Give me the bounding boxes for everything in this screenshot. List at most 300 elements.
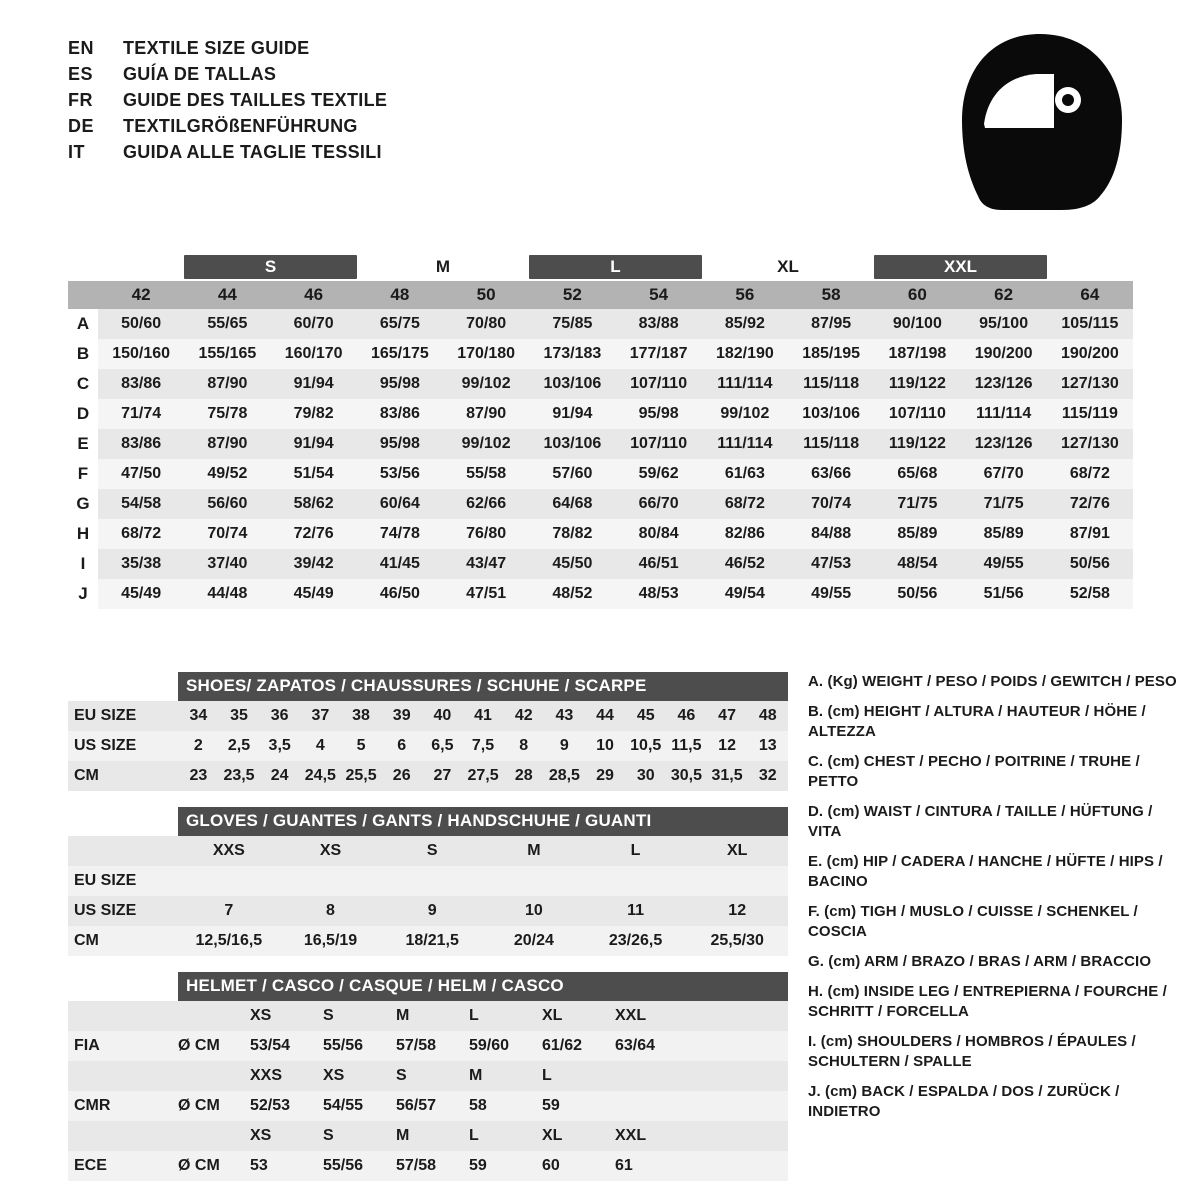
table-row xyxy=(68,519,1133,549)
cell: 85/89 xyxy=(983,525,1024,542)
header-lang-code: EN xyxy=(68,38,95,58)
size-number: 62 xyxy=(994,285,1014,304)
size-number: 54 xyxy=(649,285,669,304)
cell: 27 xyxy=(433,767,452,784)
helmet-title: HELMET / CASCO / CASQUE / HELM / CASCO xyxy=(178,972,788,1001)
size-number: 64 xyxy=(1080,285,1100,304)
table-row-header xyxy=(68,1061,788,1091)
cell: 107/110 xyxy=(888,405,946,422)
cell: 26 xyxy=(392,767,411,784)
cell: 119/122 xyxy=(888,435,946,452)
cell: M xyxy=(396,1007,410,1024)
row-cells xyxy=(178,1097,788,1115)
size-group-cell-xl xyxy=(702,253,875,281)
cell: 190/200 xyxy=(1060,345,1119,362)
textile-size-table xyxy=(68,253,1133,609)
cell: 54/58 xyxy=(121,495,162,512)
legend-item: E. (cm) HIP / CADERA / HANCHE / HÜFTE / HIPS / BACINO xyxy=(808,853,1163,890)
cell: 78/82 xyxy=(552,525,593,542)
row-label-cmr: CMR xyxy=(74,1097,111,1114)
cell: 25,5/30 xyxy=(710,932,764,949)
cell: 51/56 xyxy=(983,585,1024,602)
row-letter: J xyxy=(68,579,98,609)
size-group-label-xl: XL xyxy=(777,257,799,276)
cell: 79/82 xyxy=(293,405,334,422)
size-group-cell-s xyxy=(184,253,357,281)
cell: 87/90 xyxy=(207,435,248,452)
size-group-cell xyxy=(1047,253,1133,281)
legend-item: D. (cm) WAIST / CINTURA / TAILLE / HÜFTUNG / VITA xyxy=(808,803,1153,840)
cell: 35/38 xyxy=(121,555,162,572)
size-number-row xyxy=(68,281,1133,309)
row-letter: C xyxy=(68,369,98,399)
cell: 47 xyxy=(718,707,736,724)
row-label: EU SIZE xyxy=(74,707,137,724)
cell: 25,5 xyxy=(345,767,377,784)
cell: 123/126 xyxy=(974,375,1033,392)
cell: 70/74 xyxy=(207,525,248,542)
section-spacer xyxy=(68,956,788,972)
cell: 50/56 xyxy=(897,585,938,602)
cell: 55/58 xyxy=(466,465,507,482)
helmet-icon xyxy=(950,28,1130,213)
table-row xyxy=(68,489,1133,519)
cell: 61/62 xyxy=(542,1037,583,1054)
table-row xyxy=(68,399,1133,429)
cell: 12,5/16,5 xyxy=(195,932,263,949)
cell: 68/72 xyxy=(1069,465,1110,482)
header-row xyxy=(68,116,387,142)
size-group-cell-l xyxy=(529,253,702,281)
cell: 23/26,5 xyxy=(608,932,663,949)
cell: 10,5 xyxy=(630,737,662,754)
size-group-label xyxy=(1047,255,1133,279)
header-row xyxy=(68,38,387,64)
cell: 115/119 xyxy=(1061,405,1118,422)
cell: 65/75 xyxy=(379,315,420,332)
cell: 71/75 xyxy=(983,495,1024,512)
cell: 80/84 xyxy=(638,525,679,542)
header-lang-code: DE xyxy=(68,116,95,136)
cell: 59 xyxy=(542,1097,560,1114)
cell: 11,5 xyxy=(671,737,702,754)
row-letter: D xyxy=(68,399,98,429)
cell: 7 xyxy=(224,902,234,919)
cell: 31,5 xyxy=(711,767,743,784)
cell: 2,5 xyxy=(227,737,251,754)
cell: 55/56 xyxy=(323,1157,364,1174)
cell: 28 xyxy=(514,767,533,784)
size-number: 58 xyxy=(821,285,841,304)
cell: 71/75 xyxy=(897,495,938,512)
table-row xyxy=(68,369,1133,399)
row-cells xyxy=(178,902,788,920)
cell: 83/88 xyxy=(638,315,679,332)
cell: 91/94 xyxy=(552,405,593,422)
cell: S xyxy=(396,1067,407,1084)
cell: 72/76 xyxy=(293,525,334,542)
cell: 70/74 xyxy=(811,495,852,512)
cell: XL xyxy=(542,1007,563,1024)
size-group-cell-xxl xyxy=(874,253,1047,281)
cell: 43/47 xyxy=(466,555,507,572)
cell: XS xyxy=(250,1007,272,1024)
size-group-spacer xyxy=(68,253,98,281)
shoes-table xyxy=(68,672,788,791)
cell: 58 xyxy=(469,1097,487,1114)
row-cells xyxy=(178,1067,788,1085)
cell: 82/86 xyxy=(724,525,765,542)
size-number: 44 xyxy=(217,285,237,304)
cell: 53/54 xyxy=(250,1037,291,1054)
row-cells xyxy=(178,737,788,755)
cell: 9 xyxy=(559,737,569,754)
cell: 4 xyxy=(315,737,325,754)
cell: 57/58 xyxy=(396,1157,437,1174)
cell: 44 xyxy=(596,707,614,724)
cell: 91/94 xyxy=(293,375,334,392)
row-label: US SIZE xyxy=(74,737,137,754)
table-row xyxy=(68,579,1133,609)
cell: 48/52 xyxy=(552,585,593,602)
cell: 64/68 xyxy=(552,495,593,512)
cell: 76/80 xyxy=(466,525,507,542)
size-group-cell xyxy=(98,253,184,281)
cell: 53/56 xyxy=(379,465,420,482)
cell: 85/92 xyxy=(724,315,765,332)
shoes-title: SHOES/ ZAPATOS / CHAUSSURES / SCHUHE / SCARPE xyxy=(178,672,788,701)
cell: 55/65 xyxy=(207,315,248,332)
cell: XXL xyxy=(615,1007,647,1024)
cell: 46/51 xyxy=(638,555,679,572)
cell: 91/94 xyxy=(293,435,334,452)
cell: 24,5 xyxy=(304,767,336,784)
cell: 63/64 xyxy=(615,1037,656,1054)
cell: 56/57 xyxy=(396,1097,437,1114)
cell: 115/118 xyxy=(803,435,860,452)
cell: 62/66 xyxy=(466,495,507,512)
legend-item: C. (cm) CHEST / PECHO / POITRINE / TRUHE / PETTO xyxy=(808,753,1140,790)
cell: 47/53 xyxy=(811,555,852,572)
cell: 45 xyxy=(636,707,655,724)
cell-unit: Ø CM xyxy=(178,1157,220,1174)
cell: 50/56 xyxy=(1069,555,1110,572)
cell: 45/49 xyxy=(121,585,162,602)
cell: 83/86 xyxy=(379,405,420,422)
cell: 190/200 xyxy=(974,345,1033,362)
cell: 46/50 xyxy=(379,585,420,602)
cell: XL xyxy=(726,842,748,859)
row-cells xyxy=(178,1157,788,1175)
cell: 49/52 xyxy=(207,465,248,482)
cell: 20/24 xyxy=(513,932,554,949)
cell: 119/122 xyxy=(888,375,946,392)
size-group-label-m: M xyxy=(435,257,451,276)
cell: 160/170 xyxy=(284,345,343,362)
cell: 47/50 xyxy=(121,465,162,482)
cell: 66/70 xyxy=(638,495,679,512)
cell: 72/76 xyxy=(1069,495,1110,512)
cell: 48 xyxy=(758,707,777,724)
cell: 52/53 xyxy=(250,1097,291,1114)
cell: 13 xyxy=(758,737,777,754)
cell: 103/106 xyxy=(802,405,861,422)
table-row xyxy=(68,459,1133,489)
cell: 51/54 xyxy=(293,465,334,482)
cell: 59 xyxy=(469,1157,487,1174)
size-group-cell-m xyxy=(357,253,530,281)
cell: 187/198 xyxy=(888,345,947,362)
cell: 60/70 xyxy=(293,315,334,332)
legend-item: J. (cm) BACK / ESPALDA / DOS / ZURÜCK / INDIETRO xyxy=(808,1083,1120,1120)
cell-unit: Ø CM xyxy=(178,1097,220,1114)
cell: 70/80 xyxy=(466,315,507,332)
lower-tables xyxy=(68,672,788,1181)
size-number: 48 xyxy=(390,285,410,304)
header-title-en: TEXTILE SIZE GUIDE xyxy=(123,38,310,58)
cell: 49/54 xyxy=(724,585,765,602)
table-row xyxy=(68,866,788,896)
cell: 18/21,5 xyxy=(405,932,459,949)
legend-item: G. (cm) ARM / BRAZO / BRAS / ARM / BRACCIO xyxy=(808,953,1152,970)
row-label: CM xyxy=(74,932,99,949)
cell: 54/55 xyxy=(323,1097,364,1114)
table-row xyxy=(68,1031,788,1061)
gloves-table xyxy=(68,807,788,956)
cell: 87/90 xyxy=(207,375,248,392)
cell: 46/52 xyxy=(724,555,765,572)
cell: 38 xyxy=(352,707,370,724)
cell: 65/68 xyxy=(897,465,938,482)
cell: 8 xyxy=(326,902,335,919)
cell: 68/72 xyxy=(724,495,765,512)
table-row xyxy=(68,1091,788,1121)
table-row xyxy=(68,1151,788,1181)
cell: 53 xyxy=(250,1157,268,1174)
cell: 41/45 xyxy=(379,555,420,572)
cell: 30,5 xyxy=(670,767,702,784)
cell: 95/98 xyxy=(379,375,420,392)
cell: 52/58 xyxy=(1069,585,1110,602)
row-label-fia: FIA xyxy=(74,1037,100,1054)
header-lang-code: FR xyxy=(68,90,93,110)
cell: 59/62 xyxy=(638,465,679,482)
legend-item: B. (cm) HEIGHT / ALTURA / HAUTEUR / HÖHE / ALTEZZA xyxy=(808,703,1146,740)
cell: 165/175 xyxy=(370,345,429,362)
cell: 29 xyxy=(596,767,614,784)
cell: 12 xyxy=(728,902,747,919)
cell: 107/110 xyxy=(630,435,688,452)
row-letter: A xyxy=(68,309,98,339)
row-cells xyxy=(178,932,788,950)
cell: 35 xyxy=(230,707,248,724)
row-letter: F xyxy=(68,459,98,489)
cell: 23 xyxy=(189,767,208,784)
cell: 83/86 xyxy=(121,435,162,452)
size-group-label-l: L xyxy=(529,255,702,279)
cell: XS xyxy=(323,1067,345,1084)
table-row xyxy=(68,339,1133,369)
measurement-legend xyxy=(808,672,1188,1132)
table-row xyxy=(68,896,788,926)
table-row xyxy=(68,761,788,791)
cell: L xyxy=(630,842,641,859)
cell: 185/195 xyxy=(802,345,861,362)
cell: 37/40 xyxy=(207,555,248,572)
cell: L xyxy=(469,1127,479,1144)
header-lang-code: IT xyxy=(68,142,85,162)
cell: 59/60 xyxy=(469,1037,510,1054)
gloves-title: GLOVES / GUANTES / GANTS / HANDSCHUHE / GUANTI xyxy=(178,807,788,836)
cell: 2 xyxy=(193,737,203,754)
cell: 40 xyxy=(433,707,452,724)
cell: S xyxy=(323,1127,334,1144)
cell: 127/130 xyxy=(1060,435,1119,452)
header-title-es: GUÍA DE TALLAS xyxy=(123,64,277,84)
cell: 32 xyxy=(758,767,777,784)
cell: 5 xyxy=(356,737,366,754)
cell: 83/86 xyxy=(121,375,162,392)
cell-unit-spacer xyxy=(178,1127,250,1145)
section-spacer xyxy=(68,791,788,807)
cell: 99/102 xyxy=(461,435,511,452)
size-number: 50 xyxy=(476,285,496,304)
cell: 71/74 xyxy=(121,405,162,422)
cell: 57/60 xyxy=(552,465,593,482)
cell: 60/64 xyxy=(379,495,420,512)
cell: M xyxy=(396,1127,410,1144)
cell: 45/50 xyxy=(552,555,593,572)
cell: 155/165 xyxy=(198,345,257,362)
cell: 36 xyxy=(270,707,289,724)
cell: 56/60 xyxy=(207,495,248,512)
cell: 74/78 xyxy=(379,525,420,542)
legend-item: A. (Kg) WEIGHT / PESO / POIDS / GEWITCH / PESO xyxy=(808,673,1177,690)
table-row xyxy=(68,549,1133,579)
cell: 49/55 xyxy=(983,555,1024,572)
cell: 58/62 xyxy=(293,495,334,512)
table-row-header xyxy=(68,836,788,866)
row-letter: I xyxy=(68,549,98,579)
table-row-header xyxy=(68,1001,788,1031)
legend-item: I. (cm) SHOULDERS / HOMBROS / ÉPAULES / SCHULTERN / SPALLE xyxy=(808,1033,1136,1070)
header-row xyxy=(68,142,387,168)
cell: 107/110 xyxy=(630,375,688,392)
table-row xyxy=(68,309,1133,339)
size-group-label-s: S xyxy=(184,255,357,279)
cell: 123/126 xyxy=(974,435,1033,452)
cell: 16,5/19 xyxy=(303,932,358,949)
cell: S xyxy=(426,842,438,859)
cell: 99/102 xyxy=(461,375,511,392)
size-number: 46 xyxy=(304,285,324,304)
table-row xyxy=(68,731,788,761)
cell: 23,5 xyxy=(223,767,255,784)
cell: 10 xyxy=(524,902,543,919)
cell: 87/91 xyxy=(1069,525,1110,542)
cell: 95/98 xyxy=(379,435,420,452)
header-block xyxy=(68,38,387,168)
cell: 8 xyxy=(519,737,529,754)
cell: M xyxy=(527,842,541,859)
size-number: 56 xyxy=(735,285,755,304)
size-number: 52 xyxy=(562,285,582,304)
cell: 9 xyxy=(427,902,437,919)
cell: 48/54 xyxy=(897,555,938,572)
row-cells xyxy=(178,707,788,725)
cell: 30 xyxy=(636,767,655,784)
helmet-table xyxy=(68,972,788,1181)
row-label: US SIZE xyxy=(74,902,137,919)
cell: 99/102 xyxy=(720,405,770,422)
cell: 39/42 xyxy=(293,555,334,572)
cell: 84/88 xyxy=(811,525,852,542)
cell: 177/187 xyxy=(629,345,688,362)
cell-unit-spacer xyxy=(178,1007,250,1025)
cell: XXS xyxy=(212,842,245,859)
cell: 95/100 xyxy=(979,315,1029,332)
cell: 111/114 xyxy=(976,405,1032,422)
legend-item: H. (cm) INSIDE LEG / ENTREPIERNA / FOURCHE / SCHRITT / FORCELLA xyxy=(808,983,1167,1020)
cell: XS xyxy=(319,842,342,859)
size-group-row xyxy=(68,253,1133,281)
cell: 103/106 xyxy=(543,435,602,452)
cell: S xyxy=(323,1007,334,1024)
row-label: CM xyxy=(74,767,99,784)
cell: 46 xyxy=(677,707,696,724)
size-number-spacer xyxy=(68,281,98,309)
row-letter: H xyxy=(68,519,98,549)
cell-unit-spacer xyxy=(178,1067,250,1085)
cell: 85/89 xyxy=(897,525,938,542)
table-row-header xyxy=(68,1121,788,1151)
cell: 12 xyxy=(718,737,736,754)
row-label: EU SIZE xyxy=(74,872,137,889)
cell: 61 xyxy=(615,1157,633,1174)
cell: 60 xyxy=(542,1157,560,1174)
cell: 6,5 xyxy=(431,737,454,754)
cell: 173/183 xyxy=(543,345,602,362)
cell: 39 xyxy=(392,707,411,724)
cell: 7,5 xyxy=(471,737,495,754)
cell: 3,5 xyxy=(268,737,291,754)
cell: 41 xyxy=(474,707,492,724)
table-row xyxy=(68,926,788,956)
cell: 127/130 xyxy=(1060,375,1119,392)
size-number: 42 xyxy=(131,285,151,304)
cell: 103/106 xyxy=(543,375,602,392)
row-label-ece: ECE xyxy=(74,1157,107,1174)
cell: 48/53 xyxy=(638,585,679,602)
row-letter: G xyxy=(68,489,98,519)
table-row xyxy=(68,429,1133,459)
cell: 111/114 xyxy=(717,375,773,392)
size-group-label-xxl: XXL xyxy=(874,255,1047,279)
cell: 75/85 xyxy=(552,315,593,332)
header-title-it: GUIDA ALLE TAGLIE TESSILI xyxy=(123,142,382,162)
cell: 61/63 xyxy=(724,465,765,482)
cell: 55/56 xyxy=(323,1037,364,1054)
cell: L xyxy=(469,1007,479,1024)
cell: 42 xyxy=(514,707,533,724)
cell: 68/72 xyxy=(121,525,162,542)
cell: 170/180 xyxy=(457,345,516,362)
legend-item: F. (cm) TIGH / MUSLO / CUISSE / SCHENKEL / COSCIA xyxy=(808,903,1138,940)
cell-unit: Ø CM xyxy=(178,1037,220,1054)
cell: 111/114 xyxy=(717,435,773,452)
cell: 43 xyxy=(555,707,574,724)
table-row xyxy=(68,701,788,731)
